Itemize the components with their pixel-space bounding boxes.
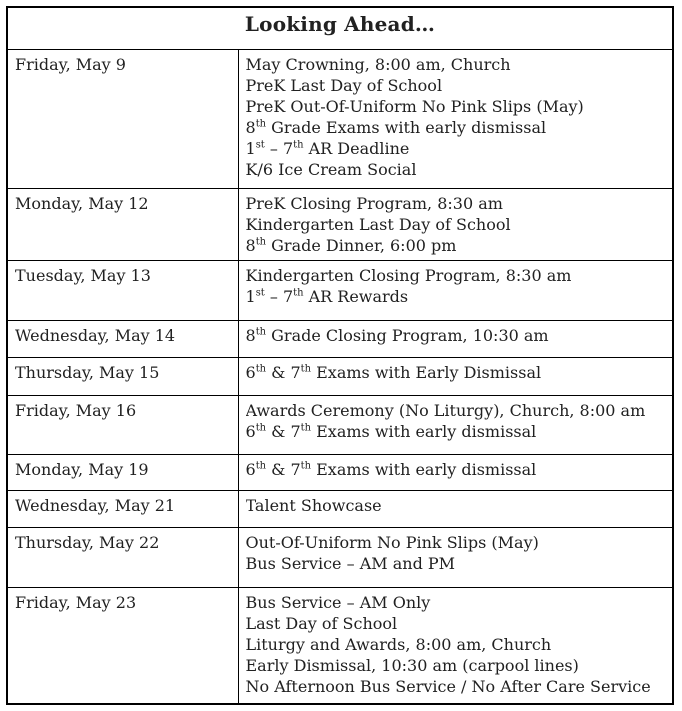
looking-ahead-table [6, 6, 674, 705]
event-line: 8th Grade Exams with early dismissal [245, 117, 547, 137]
event-line: No Afternoon Bus Service / No After Care Service [245, 676, 651, 696]
date-cell: Wednesday, May 14 [7, 320, 238, 357]
events-cell [238, 395, 673, 454]
event-line: Liturgy and Awards, 8:00 am, Church [245, 634, 552, 654]
table-row [7, 49, 673, 188]
event-line: May Crowning, 8:00 am, Church [245, 54, 511, 74]
events-cell [238, 188, 673, 260]
event-line: Out-Of-Uniform No Pink Slips (May) [245, 532, 539, 552]
date-cell: Friday, May 9 [7, 49, 238, 188]
event-line: 6th & 7th Exams with early dismissal [245, 459, 537, 479]
events-cell [238, 260, 673, 320]
events-cell [238, 490, 673, 527]
date-cell: Monday, May 12 [7, 188, 238, 260]
event-line: 8th Grade Dinner, 6:00 pm [245, 235, 457, 255]
event-line: Last Day of School [245, 613, 398, 633]
event-line: 6th & 7th Exams with early dismissal [245, 421, 537, 441]
event-line: Awards Ceremony (No Liturgy), Church, 8:00 am [245, 400, 646, 420]
event-line: 1st – 7th AR Deadline [245, 138, 410, 158]
date-cell: Wednesday, May 21 [7, 490, 238, 527]
title-row [7, 7, 673, 49]
date-cell: Friday, May 16 [7, 395, 238, 454]
events-cell [238, 454, 673, 490]
table-row [7, 260, 673, 320]
event-line: Kindergarten Closing Program, 8:30 am [245, 265, 572, 285]
date-cell: Friday, May 23 [7, 587, 238, 704]
date-cell: Thursday, May 22 [7, 527, 238, 587]
events-cell [238, 49, 673, 188]
date-cell: Tuesday, May 13 [7, 260, 238, 320]
event-line: Talent Showcase [245, 495, 382, 515]
event-line: 6th & 7th Exams with Early Dismissal [245, 362, 542, 382]
events-cell [238, 320, 673, 357]
table-row [7, 357, 673, 395]
table-row [7, 188, 673, 260]
event-line: Kindergarten Last Day of School [245, 214, 511, 234]
event-line: Early Dismissal, 10:30 am (carpool lines) [245, 655, 579, 675]
event-line: PreK Out-Of-Uniform No Pink Slips (May) [245, 96, 584, 116]
date-cell: Monday, May 19 [7, 454, 238, 490]
events-cell [238, 527, 673, 587]
event-line: Bus Service – AM and PM [245, 553, 456, 573]
events-cell [238, 357, 673, 395]
events-cell [238, 587, 673, 704]
table-row [7, 395, 673, 454]
table-row [7, 527, 673, 587]
table-row [7, 454, 673, 490]
event-line: 1st – 7th AR Rewards [245, 286, 409, 306]
table-row [7, 320, 673, 357]
event-line: K/6 Ice Cream Social [245, 159, 417, 179]
event-line: Bus Service – AM Only [245, 592, 431, 612]
table-row [7, 490, 673, 527]
date-cell: Thursday, May 15 [7, 357, 238, 395]
table-body [7, 49, 673, 704]
page-title: Looking Ahead… [7, 7, 673, 49]
table-row [7, 587, 673, 704]
event-line: PreK Closing Program, 8:30 am [245, 193, 503, 213]
event-line: 8th Grade Closing Program, 10:30 am [245, 325, 549, 345]
event-line: PreK Last Day of School [245, 75, 443, 95]
